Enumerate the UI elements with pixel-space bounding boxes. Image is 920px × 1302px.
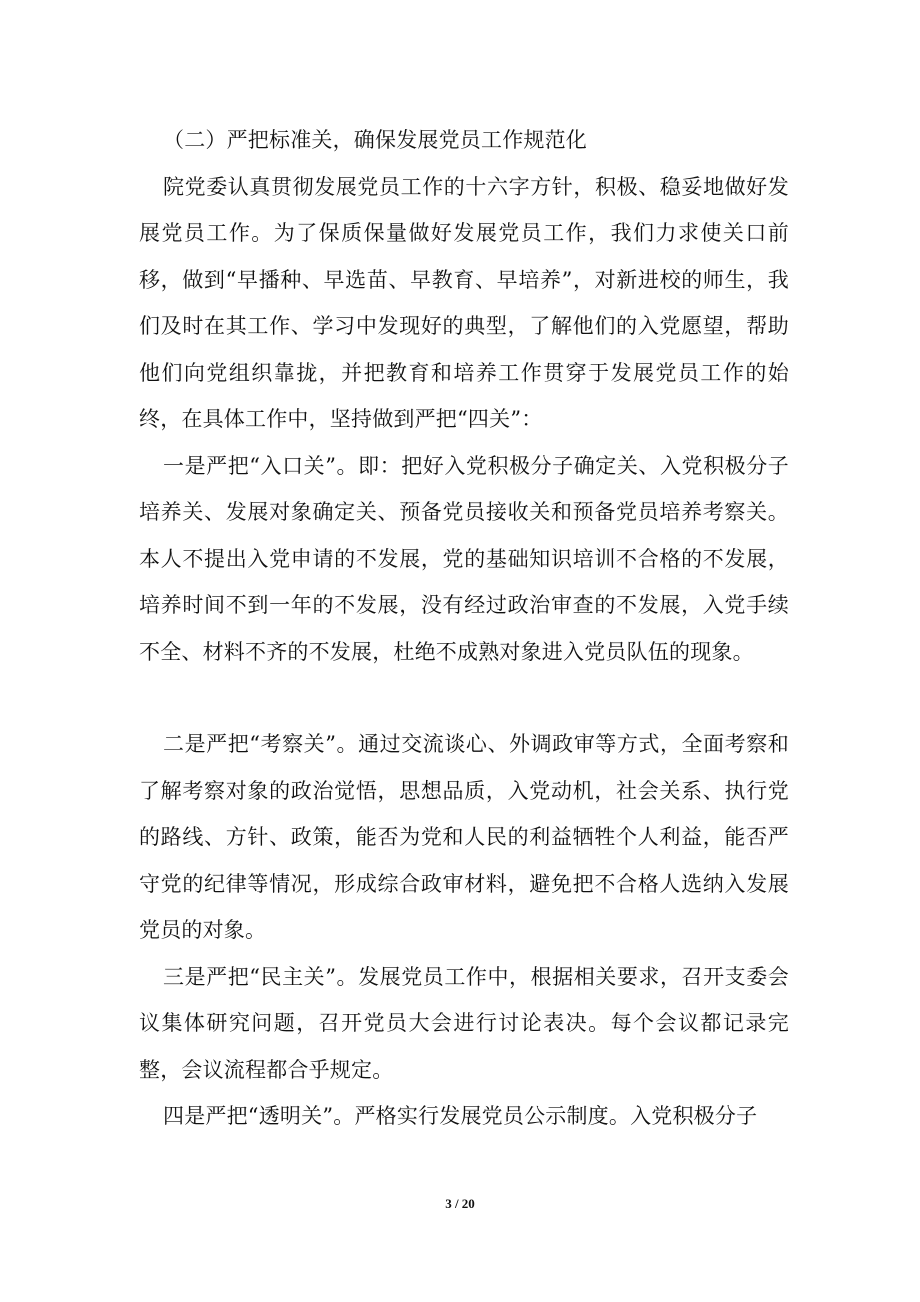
- paragraph-entrance-gate: 一是严把“入口关”。即：把好入党积极分子确定关、入党积极分子培养关、发展对象确定关、预备党员接收关和预备党员培养考察关。本人不提出入党申请的不发展，党的基础知识培训不合格的不发展，培养时间不到一年的不发展，没有经过政治审查的不发展，入党手续不全、材料不齐的不发展，杜绝不成熟对象进入党员队伍的现象。: [139, 453, 789, 664]
- paragraph-intro: 院党委认真贯彻发展党员工作的十六字方针，积极、稳妥地做好发展党员工作。为了保质保量做好发展党员工作，我们力求使关口前移，做到“早播种、早选苗、早教育、早培养”，对新进校的师生，我们及时在其工作、学习中发现好的典型，了解他们的入党愿望，帮助他们向党组织靠拢，并把教育和培养工作贯穿于发展党员工作的始终，在具体工作中，坚持做到严把“四关”：: [139, 174, 789, 431]
- paragraph-inspection-gate: 二是严把“考察关”。通过交流谈心、外调政审等方式，全面考察和了解考察对象的政治觉悟，思想品质，入党动机，社会关系、执行党的路线、方针、政策，能否为党和人民的利益牺牲个人利益，能否严守党的纪律等情况，形成综合政审材料，避免把不合格人选纳入发展党员的对象。: [139, 732, 789, 942]
- document-body: [139, 117, 789, 1140]
- paragraph-democracy-gate: 三是严把“民主关”。发展党员工作中，根据相关要求，召开支委会议集体研究问题，召开党员大会进行讨论表决。每个会议都记录完整，会议流程都合乎规定。: [139, 964, 789, 1082]
- page-number: 3 / 20: [445, 1196, 475, 1211]
- paragraph-transparency-gate: 四是严把“透明关”。严格实行发展党员公示制度。入党积极分子: [163, 1104, 758, 1128]
- section-heading: （二）严把标准关，确保发展党员工作规范化: [163, 128, 587, 152]
- paragraph-gap: [139, 675, 789, 721]
